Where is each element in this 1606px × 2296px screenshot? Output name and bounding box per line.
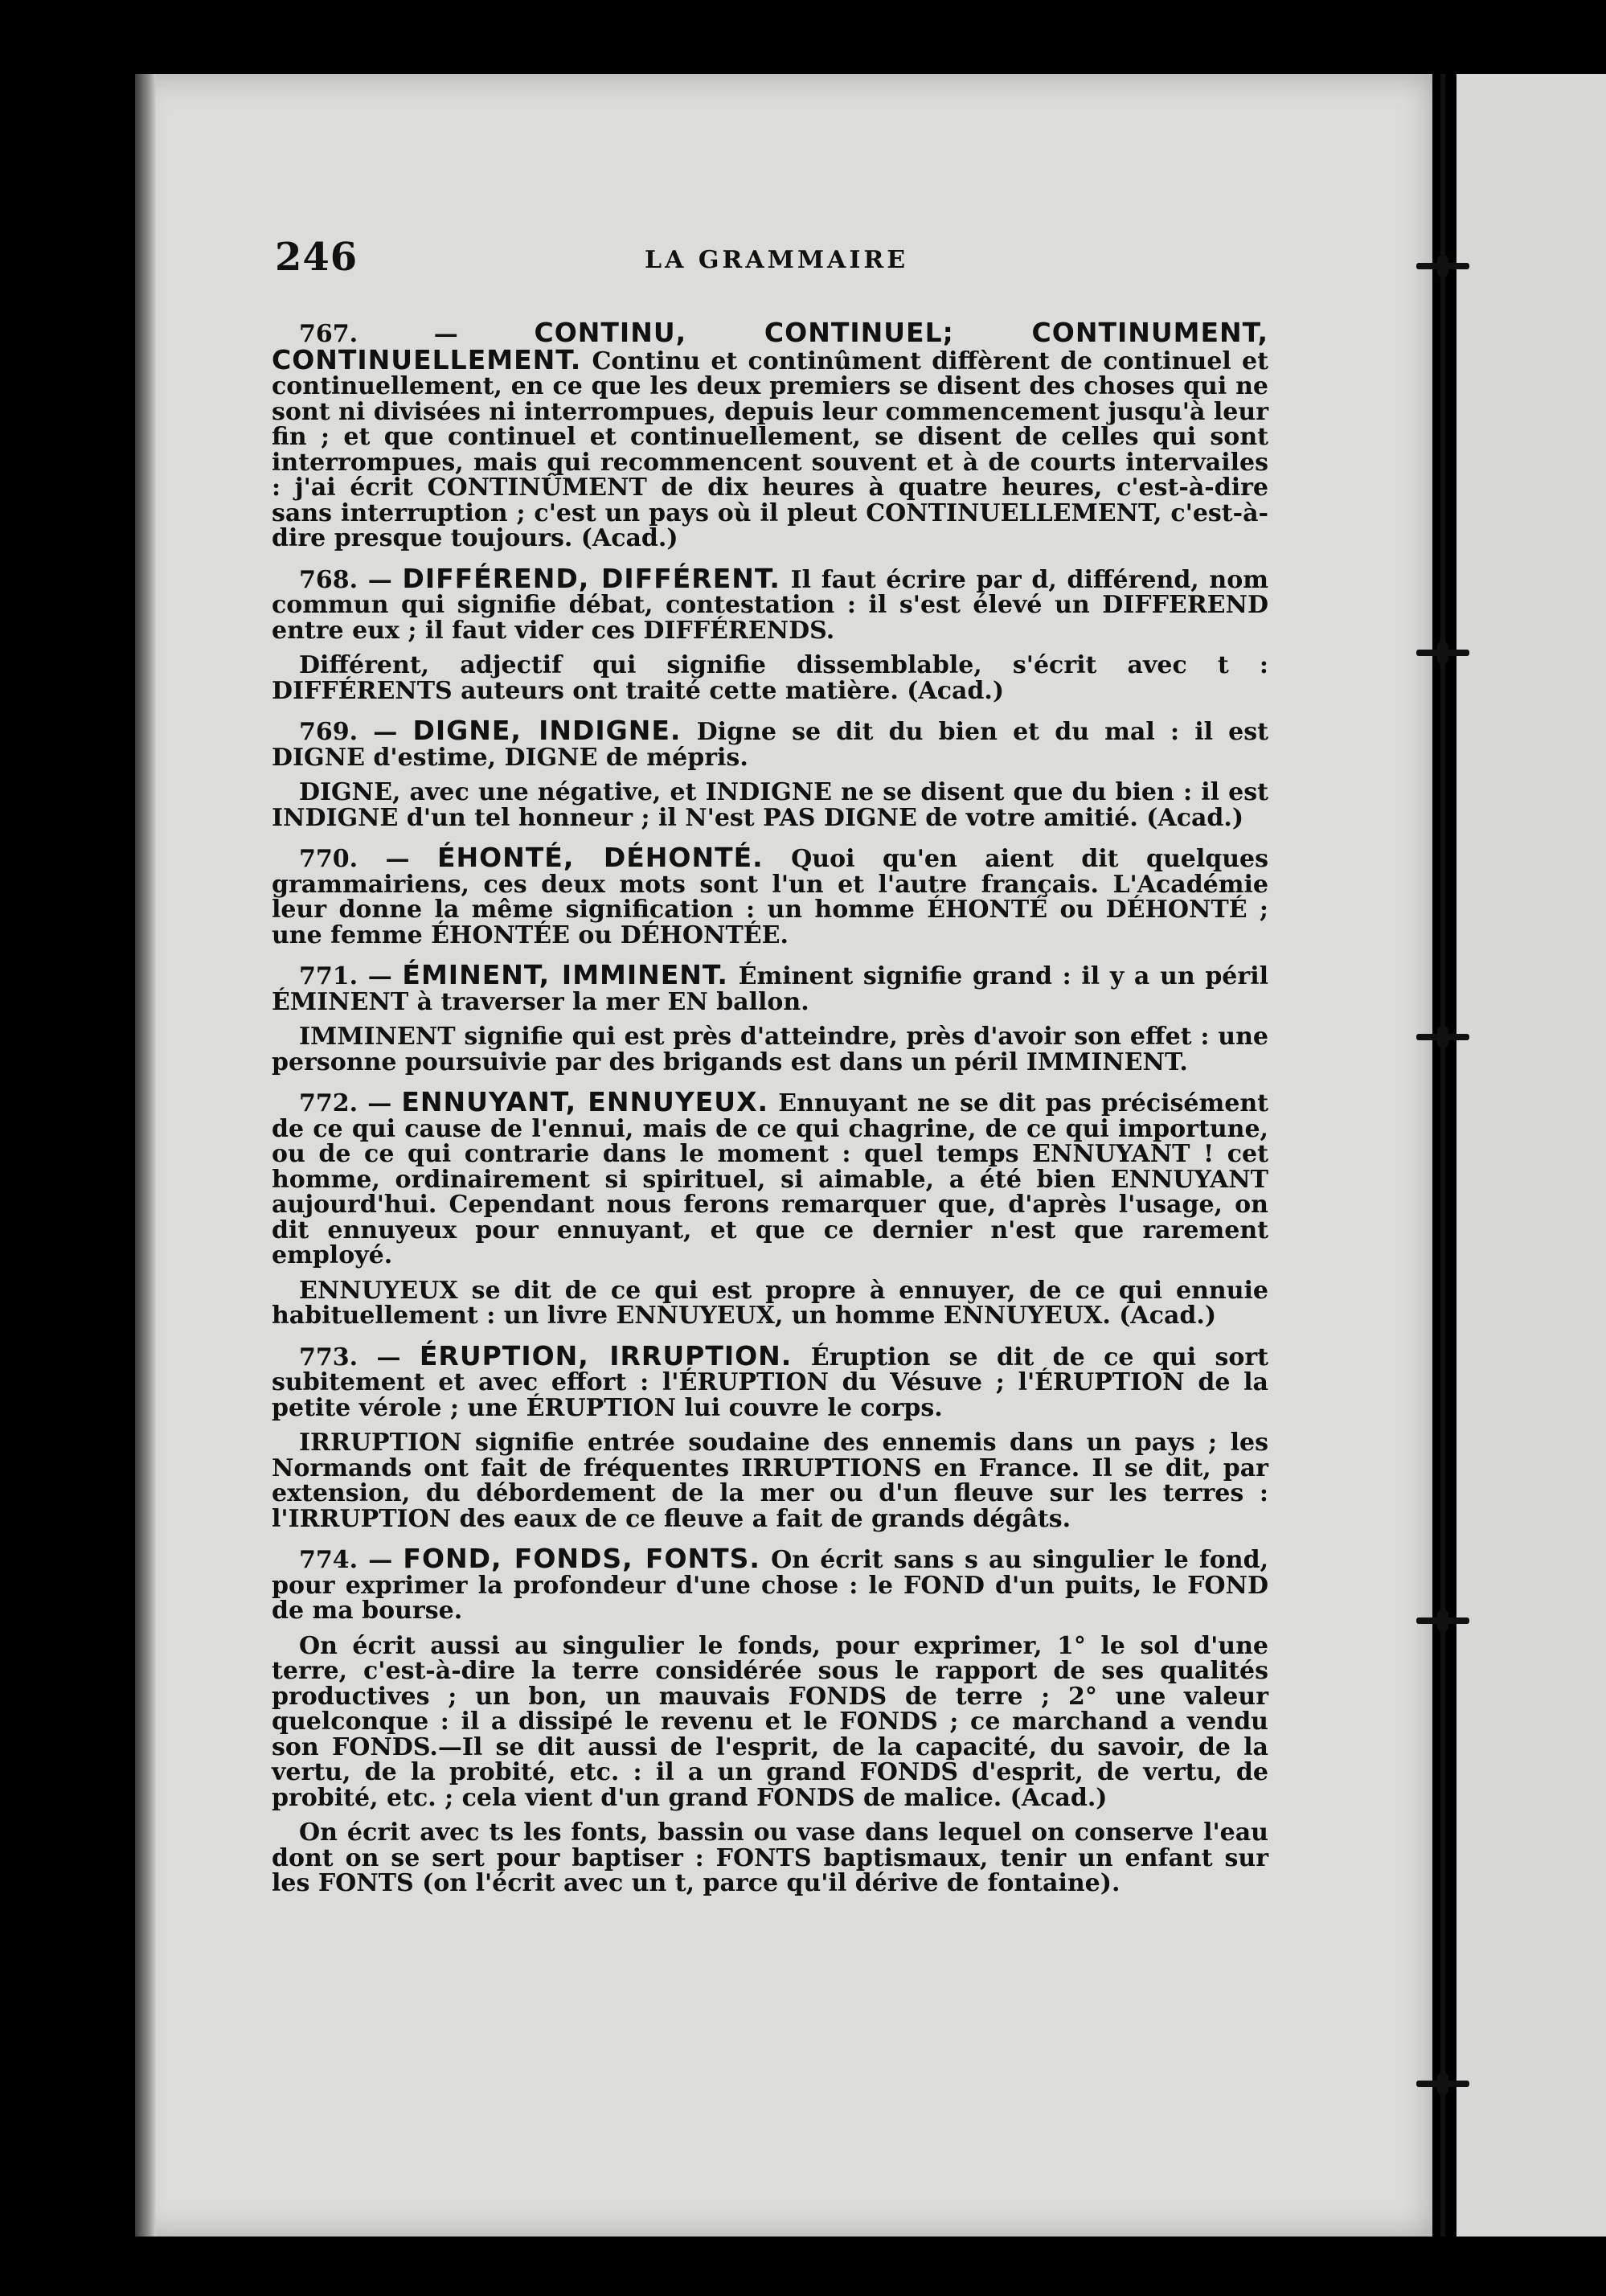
page-header <box>275 235 1272 283</box>
entry-headword: ÉMINENT, IMMINENT. <box>402 959 728 990</box>
entry-headword: ENNUYANT, ENNUYEUX. <box>401 1086 769 1117</box>
binding-clip <box>1416 263 1469 269</box>
entry-paragraph: 768. — DIFFÉREND, DIFFÉRENT. Il faut écrire par d, différend, nom commun qui signifie débat, contestation : il s'est élevé un DIFFEREND entre eux ; il faut vider ces DIFFÉRENDS. <box>272 562 1268 645</box>
page-body <box>272 317 1269 1911</box>
entry-number: 770. <box>299 845 358 873</box>
entry-paragraph: DIGNE, avec une négative, et INDIGNE ne se disent que du bien : il est INDIGNE d'un tel honneur ; il N'est PAS DIGNE de votre amitié. (Acad.) <box>272 778 1268 832</box>
entry-number: 767. <box>299 320 358 348</box>
entry-text: On écrit sans s au singulier le fond, pour exprimer la profondeur d'une chose : le FOND d'un puits, le FOND de ma bourse. <box>272 1546 1269 1625</box>
binding-clip <box>1416 1034 1469 1040</box>
binding-spine <box>1440 74 1445 2237</box>
entry-paragraph: Différent, adjectif qui signifie dissemblable, s'écrit avec t : DIFFÉRENTS auteurs ont traité cette matière. (Acad.) <box>272 651 1268 705</box>
entry-paragraph: On écrit avec ts les fonts, bassin ou vase dans lequel on conserve l'eau dont on se sert pour baptiser : FONTS baptismaux, tenir un enfant sur les FONTS (on l'écrit avec un t, parce qu'il dérive de fontaine). <box>272 1818 1268 1897</box>
running-title: LA GRAMMAIRE <box>645 246 909 274</box>
entry-headword: DIGNE, INDIGNE. <box>412 715 682 746</box>
entry-paragraph: ENNUYEUX se dit de ce qui est propre à ennuyer, de ce qui ennuie habituellement : un livre ENNUYEUX, un homme ENNUYEUX. (Acad.) <box>272 1276 1268 1330</box>
facing-page-edge <box>1456 74 1606 2237</box>
entry-772 <box>272 1086 1269 1330</box>
entry-paragraph: IRRUPTION signifie entrée soudaine des ennemis dans un pays ; les Normands ont fait de fréquentes IRRUPTIONS en France. Il se dit, par extension, du débordement de la mer ou d'un fleuve sur les terres : l'IRRUPTION des eaux de ce fleuve a fait de grands dégâts. <box>272 1429 1268 1533</box>
entry-paragraph: 774. — FOND, FONDS, FONTS. On écrit sans s au singulier le fond, pour exprimer la profondeur d'une chose : le FOND d'un puits, le FOND de ma bourse. <box>272 1543 1269 1625</box>
entry-text: Il faut écrire par d, différend, nom commun qui signifie débat, contestation : il s'est élevé un DIFFEREND entre eux ; il faut vider ces DIFFÉRENDS. <box>272 565 1268 645</box>
entry-number: 769. <box>299 718 358 746</box>
entry-number: 768. <box>299 565 358 594</box>
entry-paragraph: 772. — ENNUYANT, ENNUYEUX. Ennuyant ne se dit pas précisément de ce qui cause de l'ennui, mais de ce qui chagrine, de ce qui importune, ou de ce qui contrarie dans le moment : quel temps ENNUYANT ! cet homme, ordinairement si spirituel, si aimable, a été bien ENNUYANT aujourd'hui. Cependant nous ferons remarquer que, d'après l'usage, on dit ennuyeux pour ennuyant, et que ce dernier n'est que rarement employé. <box>272 1086 1269 1269</box>
entry-text: Éminent signifie grand : il y a un péril ÉMINENT à traverser la mer EN ballon. <box>272 962 1268 1016</box>
entry-headword: DIFFÉREND, DIFFÉRENT. <box>402 562 780 594</box>
entry-text: Ennuyant ne se dit pas précisément de ce qui cause de l'ennui, mais de ce qui chagrine, de ce qui importune, ou de ce qui contrarie dans le moment : quel temps ENNUYANT ! cet homme, ordinairement si spirituel, si aimable, a été bien ENNUYANT aujourd'hui. Cependant nous ferons remarquer que, d'après l'usage, on dit ennuyeux pour ennuyant, et que ce dernier n'est que rarement employé. <box>272 1089 1269 1269</box>
entry-number: 771. <box>299 962 358 990</box>
entry-number: 774. <box>299 1546 358 1574</box>
entry-paragraph: 771. — ÉMINENT, IMMINENT. Éminent signifie grand : il y a un péril ÉMINENT à traverser la mer EN ballon. <box>272 959 1268 1016</box>
entry-text: Digne se dit du bien et du mal : il est DIGNE d'estime, DIGNE de mépris. <box>272 718 1268 772</box>
entry-paragraph: On écrit aussi au singulier le fonds, pour exprimer, 1° le sol d'une terre, c'est-à-dire la terre considérée sous le rapport de ses qualités productives ; un bon, un mauvais FONDS de terre ; 2° une valeur quelconque : il a dissipé le revenu et le FONDS ; ce marchand a vendu son FONDS.—Il se dit aussi de l'esprit, de la capacité, du savoir, de la vertu, de la probité, etc. : il a un grand FONDS d'esprit, de vertu, de probité, etc. ; cela vient d'un grand FONDS de malice. (Acad.) <box>272 1631 1268 1812</box>
entry-headword: ÉRUPTION, IRRUPTION. <box>419 1339 793 1371</box>
page-number: 246 <box>275 235 358 280</box>
entry-768 <box>272 562 1268 705</box>
binding-clip <box>1416 2081 1469 2087</box>
entry-773 <box>272 1339 1269 1533</box>
entry-769 <box>272 715 1268 832</box>
entry-paragraph: IMMINENT signifie qui est près d'atteindre, près d'avoir son effet : une personne poursuivie par des brigands est dans un péril IMMINENT. <box>272 1023 1268 1076</box>
entry-text: Éruption se dit de ce qui sort subitement et avec effort : l'ÉRUPTION du Vésuve ; l'ÉRUPTION de la petite vérole ; une ÉRUPTION lui couvre le corps. <box>272 1343 1269 1422</box>
entry-767 <box>272 317 1268 552</box>
binding-clip <box>1416 1617 1469 1624</box>
entry-text: Continu et continûment diffèrent de continuel et continuellement, en ce que les deux premiers se disent des choses qui ne sont ni divisées ni interrompues, depuis leur commencement jusqu'à leur fin ; et que continuel et continuellement, se disent de celles qui sont interrompues, mais qui recommencent souvent et à de courts intervailes : j'ai écrit CONTINÛMENT de dix heures à quatre heures, c'est-à-dire sans interruption ; c'est un pays où il pleut CONTINUELLEMENT, c'est-à-dire presque toujours. (Acad.) <box>272 346 1268 552</box>
entry-number: 773. <box>299 1343 358 1371</box>
entry-headword: CONTINU, CONTINUEL; CONTINUMENT, CONTINUELLEMENT. <box>272 317 1268 375</box>
entry-paragraph: 769. — DIGNE, INDIGNE. Digne se dit du bien et du mal : il est DIGNE d'estime, DIGNE de mépris. <box>272 715 1268 772</box>
entry-paragraph: 767. — CONTINU, CONTINUEL; CONTINUMENT, CONTINUELLEMENT. Continu et continûment diffèrent de continuel et continuellement, en ce que les deux premiers se disent des choses qui ne sont ni divisées ni interrompues, depuis leur commencement jusqu'à leur fin ; et que continuel et continuellement, se disent de celles qui sont interrompues, mais qui recommencent souvent et à de courts intervailes : j'ai écrit CONTINÛMENT de dix heures à quatre heures, c'est-à-dire sans interruption ; c'est un pays où il pleut CONTINUELLEMENT, c'est-à-dire presque toujours. (Acad.) <box>272 317 1268 552</box>
entry-paragraph: 770. — ÉHONTÉ, DÉHONTÉ. Quoi qu'en aient dit quelques grammairiens, ces deux mots sont l'un et l'autre français. L'Académie leur donne la même signification : un homme ÉHONTÉ ou DÉHONTÉ ; une femme ÉHONTÉE ou DÉHONTÉE. <box>272 842 1269 949</box>
entry-774 <box>272 1543 1269 1897</box>
entry-headword: ÉHONTÉ, DÉHONTÉ. <box>436 842 764 873</box>
page-gutter-shadow <box>135 74 156 2237</box>
entry-paragraph: 773. — ÉRUPTION, IRRUPTION. Éruption se dit de ce qui sort subitement et avec effort : l'ÉRUPTION du Vésuve ; l'ÉRUPTION de la petite vérole ; une ÉRUPTION lui couvre le corps. <box>272 1339 1269 1422</box>
entry-771 <box>272 959 1268 1076</box>
entry-number: 772. <box>299 1089 358 1117</box>
entry-text: Quoi qu'en aient dit quelques grammairiens, ces deux mots sont l'un et l'autre français. L'Académie leur donne la même signification : un homme ÉHONTÉ ou DÉHONTÉ ; une femme ÉHONTÉE ou DÉHONTÉE. <box>272 845 1269 949</box>
binding-clip <box>1416 650 1469 656</box>
entry-770 <box>272 842 1269 949</box>
entry-headword: FOND, FONDS, FONTS. <box>403 1543 760 1574</box>
